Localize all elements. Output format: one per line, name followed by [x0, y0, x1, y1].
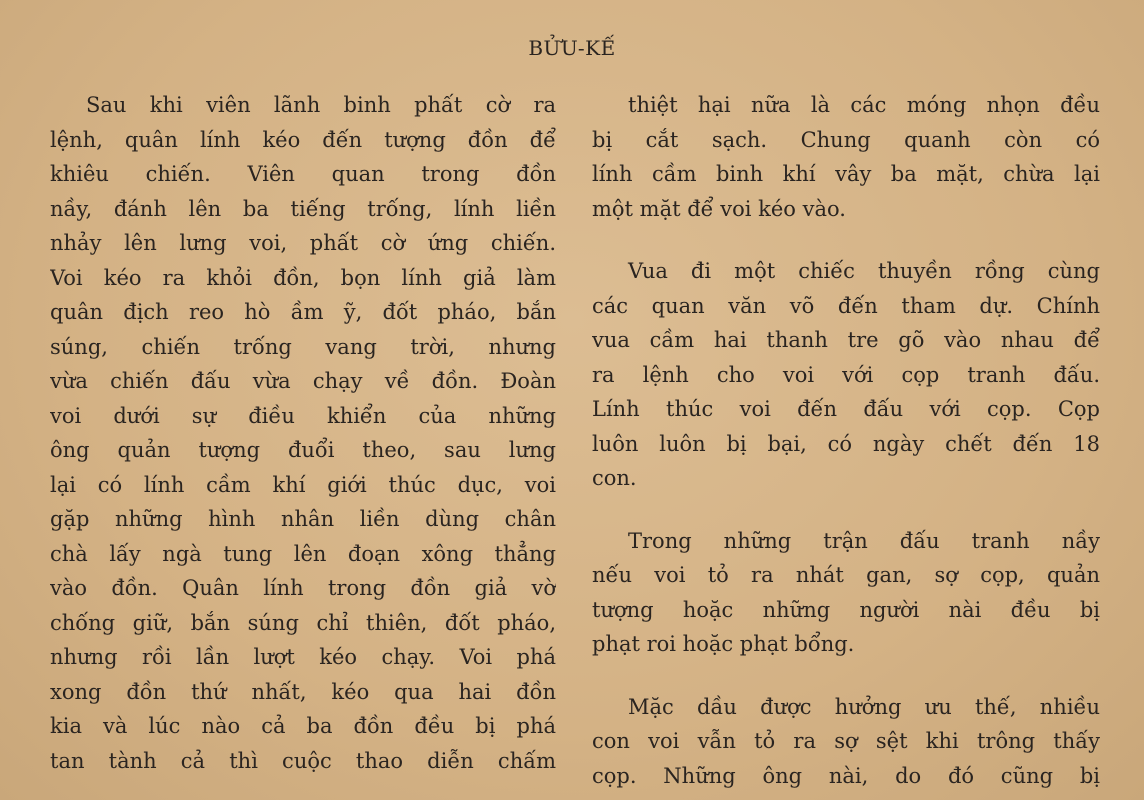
paragraph: [592, 88, 1100, 226]
text-line: xong đồn thứ nhất, kéo qua hai đồn: [50, 679, 556, 704]
text-line: luôn luôn bị bại, có ngày chết đến 18: [592, 431, 1100, 456]
text-line: một mặt để voi kéo vào.: [592, 196, 846, 221]
text-line: Voi kéo ra khỏi đồn, bọn lính giả làm: [50, 265, 556, 290]
paragraph-gap: [592, 226, 1100, 254]
text-line: kia và lúc nào cả ba đồn đều bị phá: [50, 714, 556, 738]
paragraph: [50, 88, 556, 778]
text-line: ông quản tượng đuổi theo, sau lưng: [50, 438, 556, 462]
text-line: nầy, đánh lên ba tiếng trống, lính liền: [50, 196, 556, 221]
text-line: súng, chiến trống vang trời, nhưng: [50, 334, 556, 359]
left-column: [50, 88, 556, 778]
text-line: Vua đi một chiếc thuyền rồng cùng: [628, 259, 1100, 283]
page-header: BỬU-KẾ: [528, 36, 616, 60]
text-line: quân địch reo hò ầm ỹ, đốt pháo, bắn: [50, 300, 556, 324]
right-column: [592, 88, 1100, 793]
text-line: lệnh, quân lính kéo đến tượng đồn để: [50, 127, 556, 152]
text-line: gặp những hình nhân liền dùng chân: [50, 507, 556, 531]
text-line: vào đồn. Quân lính trong đồn giả vờ: [50, 576, 556, 600]
text-line: lính cầm binh khí vây ba mặt, chừa lại: [592, 162, 1100, 186]
text-line: Sau khi viên lãnh binh phất cờ ra: [86, 93, 556, 117]
text-line: Trong những trận đấu tranh nầy: [628, 528, 1100, 553]
text-line: bị cắt sạch. Chung quanh còn có: [592, 127, 1100, 152]
text-line: tượng hoặc những người nài đều bị: [592, 597, 1100, 622]
text-line: ra lệnh cho voi với cọp tranh đấu.: [592, 362, 1100, 387]
text-line: con voi vẫn tỏ ra sợ sệt khi trông thấy: [592, 729, 1100, 753]
paragraph: [592, 254, 1100, 496]
text-line: tan tành cả thì cuộc thao diễn chấm: [50, 748, 556, 773]
text-line: chống giữ, bắn súng chỉ thiên, đốt pháo,: [50, 610, 556, 635]
text-line: voi dưới sự điều khiển của những: [50, 403, 556, 428]
text-line: Mặc dầu được hưởng ưu thế, nhiều: [628, 694, 1100, 719]
text-line: chà lấy ngà tung lên đoạn xông thẳng: [50, 541, 556, 566]
text-line: phạt roi hoặc phạt bổng.: [592, 632, 855, 656]
text-line: cọp. Những ông nài, do đó cũng bị: [592, 763, 1100, 788]
paragraph: [592, 690, 1100, 794]
text-line: khiêu chiến. Viên quan trong đồn: [50, 162, 556, 186]
text-line: nhưng rồi lần lượt kéo chạy. Voi phá: [50, 645, 556, 669]
paragraph-gap: [592, 496, 1100, 524]
text-line: Lính thúc voi đến đấu với cọp. Cọp: [592, 397, 1100, 421]
text-line: vua cầm hai thanh tre gõ vào nhau để: [592, 328, 1100, 352]
text-line: nhảy lên lưng voi, phất cờ ứng chiến.: [50, 231, 556, 255]
text-line: các quan văn võ đến tham dự. Chính: [592, 293, 1100, 318]
text-line: nếu voi tỏ ra nhát gan, sợ cọp, quản: [592, 563, 1100, 587]
paragraph: [592, 524, 1100, 662]
text-line: con.: [592, 466, 637, 490]
paragraph-gap: [592, 662, 1100, 690]
text-line: thiệt hại nữa là các móng nhọn đều: [628, 93, 1100, 117]
text-line: lại có lính cầm khí giới thúc dục, voi: [50, 472, 556, 497]
text-line: vừa chiến đấu vừa chạy về đồn. Đoàn: [50, 369, 556, 393]
